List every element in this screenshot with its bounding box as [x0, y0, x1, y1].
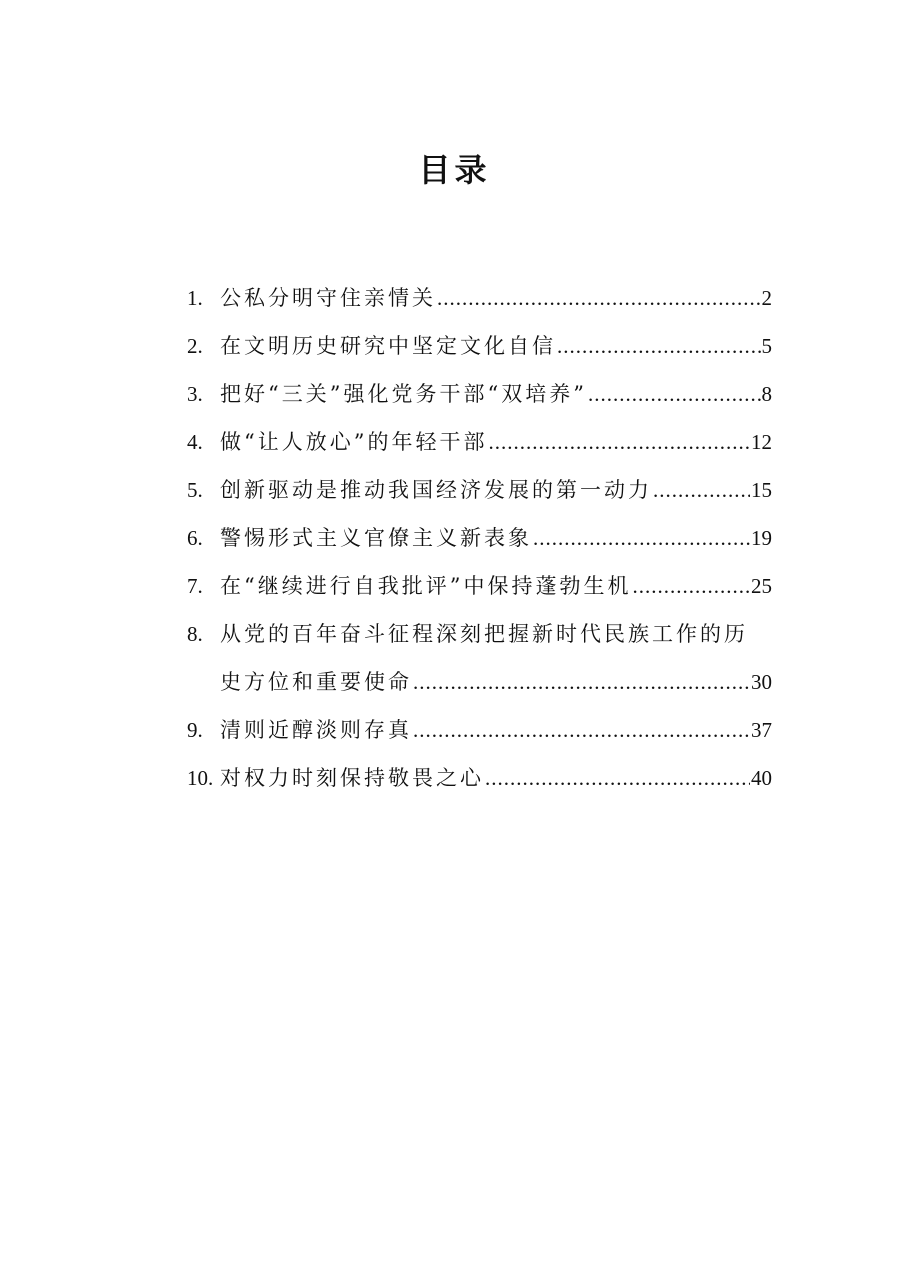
- toc-leader-dots: [485, 754, 750, 802]
- toc-entry-title: 警惕形式主义官僚主义新表象: [220, 526, 532, 550]
- toc-leader-dots: [413, 706, 750, 754]
- toc-page-number: 37: [751, 718, 772, 742]
- toc-leader-dots: [588, 370, 761, 418]
- toc-entry-number: 10.: [187, 766, 214, 790]
- toc-entry-8[interactable]: [187, 610, 772, 706]
- table-of-contents: [187, 274, 772, 802]
- toc-entry-number: 4.: [187, 430, 203, 454]
- toc-entry-number: 1.: [187, 286, 203, 310]
- toc-page-number: 12: [751, 430, 772, 454]
- toc-leader-dots: [413, 658, 750, 706]
- toc-page-number: 30: [751, 670, 772, 694]
- toc-page-number: 5: [761, 334, 772, 358]
- toc-page-number: 8: [761, 382, 772, 406]
- toc-entry-number: 9.: [187, 718, 203, 742]
- toc-entry-10[interactable]: [187, 754, 772, 802]
- toc-entry-title: 把好“三关”强化党务干部“双培养”: [220, 382, 587, 406]
- toc-entry-number: 7.: [187, 574, 203, 598]
- toc-page-number: 25: [751, 574, 772, 598]
- toc-page-number: 40: [751, 766, 772, 790]
- toc-entry-title: 做“让人放心”的年轻干部: [220, 430, 488, 454]
- toc-entry-number: 5.: [187, 478, 203, 502]
- toc-entry-number: 3.: [187, 382, 203, 406]
- toc-entry-number: 8.: [187, 622, 203, 646]
- toc-leader-dots: [533, 514, 750, 562]
- toc-entry-title: 对权力时刻保持敬畏之心: [220, 766, 484, 790]
- toc-entry-title: 在“继续进行自我批评”中保持蓬勃生机: [220, 574, 632, 598]
- toc-leader-dots: [653, 466, 750, 514]
- toc-entry-number: 2.: [187, 334, 203, 358]
- toc-entry-title-line-2: 史方位和重要使命: [220, 670, 412, 694]
- toc-entry-title: 公私分明守住亲情关: [220, 286, 436, 310]
- toc-entry-title: 创新驱动是推动我国经济发展的第一动力: [220, 478, 652, 502]
- toc-entry-5[interactable]: [187, 466, 772, 514]
- toc-entry-6[interactable]: [187, 514, 772, 562]
- toc-leader-dots: [632, 562, 750, 610]
- toc-entry-7[interactable]: [187, 562, 772, 610]
- toc-leader-dots: [488, 418, 750, 466]
- toc-page-number: 15: [751, 478, 772, 502]
- toc-entry-3[interactable]: [187, 370, 772, 418]
- toc-entry-1[interactable]: [187, 274, 772, 322]
- page-title: 目录: [418, 151, 491, 189]
- toc-leader-dots: [437, 274, 761, 322]
- toc-entry-title-line-1: 从党的百年奋斗征程深刻把握新时代民族工作的历: [220, 622, 748, 646]
- toc-entry-title: 在文明历史研究中坚定文化自信: [220, 334, 556, 358]
- toc-page-number: 2: [761, 286, 772, 310]
- toc-leader-dots: [557, 322, 761, 370]
- toc-page-number: 19: [751, 526, 772, 550]
- toc-entry-title: 清则近醇淡则存真: [220, 718, 412, 742]
- toc-entry-number: 6.: [187, 526, 203, 550]
- toc-entry-9[interactable]: [187, 706, 772, 754]
- toc-entry-4[interactable]: [187, 418, 772, 466]
- toc-entry-2[interactable]: [187, 322, 772, 370]
